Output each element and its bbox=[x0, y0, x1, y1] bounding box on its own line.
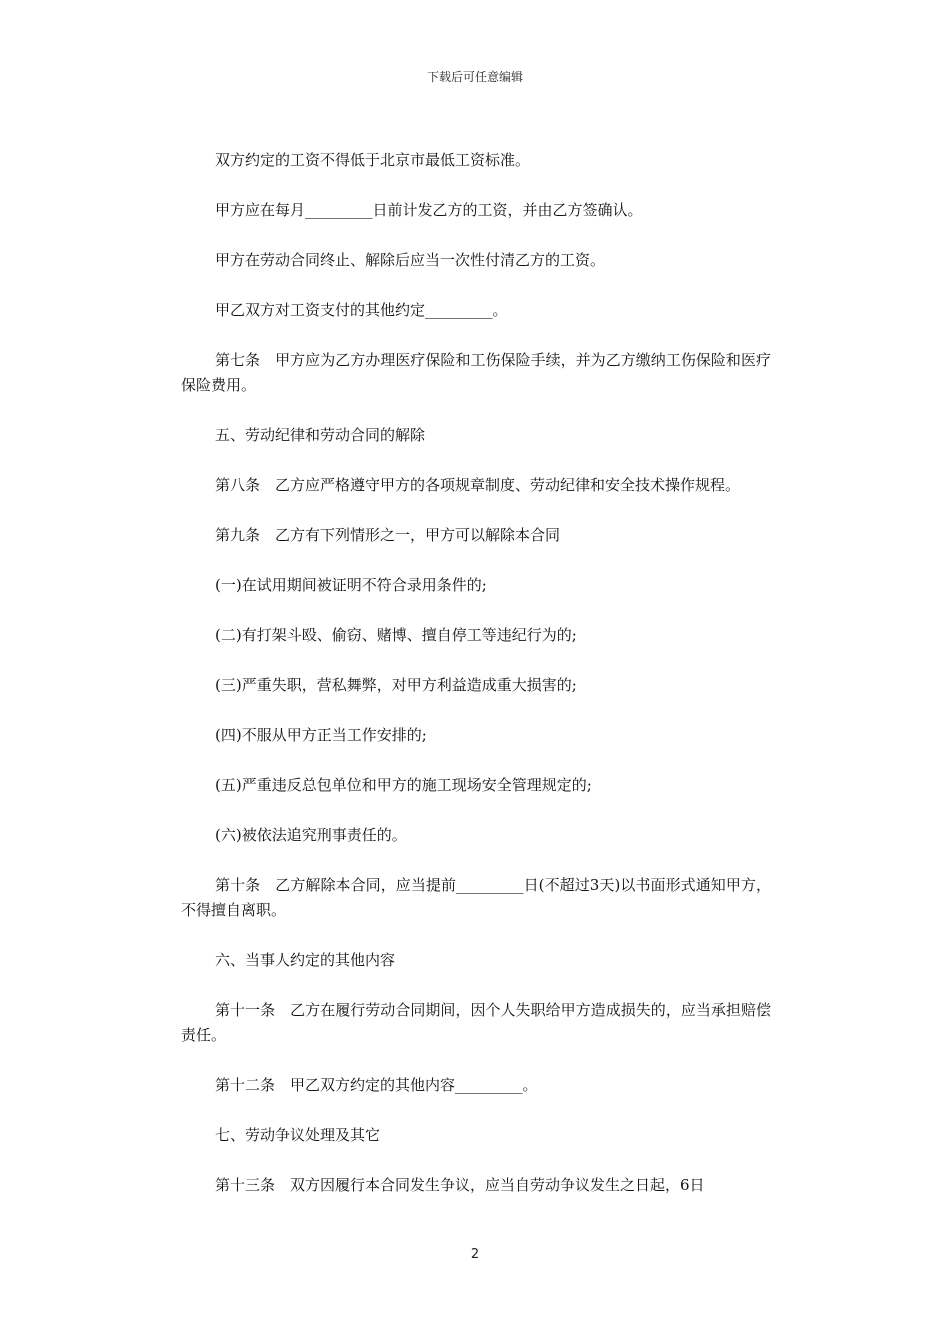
paragraph-wage-payday: 甲方应在每月_________日前计发乙方的工资，并由乙方签确认。 bbox=[215, 201, 643, 219]
article-12: 第十二条 甲乙双方约定的其他内容_________。 bbox=[215, 1076, 538, 1094]
article-7: 第七条 甲方应为乙方办理医疗保险和工伤保险手续，并为乙方缴纳工伤保险和医疗保险费用。 bbox=[181, 351, 771, 394]
paragraph-wage-settlement: 甲方在劳动合同终止、解除后应当一次性付清乙方的工资。 bbox=[215, 251, 606, 269]
list-item-4: (四)不服从甲方正当工作安排的; bbox=[215, 726, 427, 744]
page-header: 下载后可任意编辑 bbox=[426, 70, 523, 84]
section-heading-7: 七、劳动争议处理及其它 bbox=[215, 1126, 381, 1144]
section-heading-6: 六、当事人约定的其他内容 bbox=[215, 951, 396, 969]
article-13: 第十三条 双方因履行本合同发生争议，应当自劳动争议发生之日起，6日 bbox=[215, 1176, 705, 1194]
list-item-6: (六)被依法追究刑事责任的。 bbox=[215, 826, 407, 844]
article-8: 第八条 乙方应严格遵守甲方的各项规章制度、劳动纪律和安全技术操作规程。 bbox=[215, 476, 741, 494]
section-heading-5: 五、劳动纪律和劳动合同的解除 bbox=[215, 426, 426, 444]
page-number: 2 bbox=[470, 1247, 480, 1262]
list-item-3: (三)严重失职，营私舞弊，对甲方利益造成重大损害的; bbox=[215, 676, 577, 694]
article-11: 第十一条 乙方在履行劳动合同期间，因个人失职给甲方造成损失的，应当承担赔偿责任。 bbox=[181, 1001, 771, 1044]
list-item-2: (二)有打架斗殴、偷窃、赌博、擅自停工等违纪行为的; bbox=[215, 626, 577, 644]
article-9: 第九条 乙方有下列情形之一，甲方可以解除本合同 bbox=[215, 526, 561, 544]
document-body bbox=[181, 148, 771, 1223]
paragraph-wage-minimum: 双方约定的工资不得低于北京市最低工资标准。 bbox=[215, 151, 531, 169]
list-item-1: (一)在试用期间被证明不符合录用条件的; bbox=[215, 576, 487, 594]
list-item-5: (五)严重违反总包单位和甲方的施工现场安全管理规定的; bbox=[215, 776, 592, 794]
paragraph-wage-other: 甲乙双方对工资支付的其他约定_________。 bbox=[215, 301, 508, 319]
article-10: 第十条 乙方解除本合同，应当提前_________日(不超过3天)以书面形式通知甲方，不得擅自离职。 bbox=[181, 876, 771, 919]
